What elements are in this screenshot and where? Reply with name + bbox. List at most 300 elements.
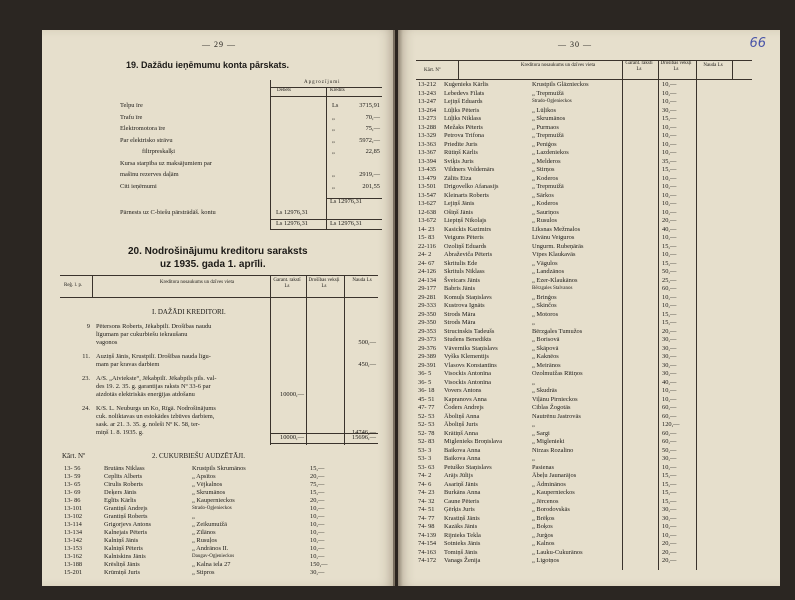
- grower-name: Vanags Ženija: [444, 557, 481, 564]
- rule: [416, 60, 752, 61]
- creditor-description-line: Auziņš Jānis, Krustpilī. Drošības nauda līgu-: [96, 353, 211, 360]
- grower-card-number: 53- 3: [418, 446, 432, 454]
- grower-place: „ Koderos: [532, 174, 559, 182]
- grower-name: Zālīts Eiza: [444, 174, 472, 182]
- grower-place: Krustpils Skrumānos: [192, 465, 246, 472]
- grower-name: Lejiņš Eduards: [444, 98, 483, 105]
- account-row-label: Trafu īre: [120, 113, 143, 121]
- grower-card-number: 29-350: [418, 310, 437, 318]
- grower-place: „ Lazdeniekos: [532, 149, 569, 156]
- grower-card-number: 53- 63: [418, 463, 435, 471]
- grower-name: Ģērķis Juris: [444, 506, 475, 513]
- grower-name: Studens Benedikts: [444, 336, 492, 343]
- grower-name: Lūļiks Pēteris: [444, 106, 480, 114]
- grower-security: 150,—: [310, 561, 328, 568]
- grower-card-number: 74-139: [418, 531, 437, 539]
- grower-card-number: 13-672: [418, 217, 437, 224]
- grower-card-number: 29-389: [418, 353, 437, 360]
- grower-security: 15,—: [662, 489, 677, 496]
- grower-name: Krēsliņš Jānis: [104, 561, 140, 568]
- grower-place: „ Sārkos: [532, 191, 554, 199]
- grower-security: 10,—: [662, 98, 677, 105]
- final-debet: Ls 12976,31: [276, 220, 308, 227]
- grower-place: „ Stipros: [192, 569, 215, 576]
- grower-card-number: 74-163: [418, 548, 437, 556]
- creditor-cash: 14746,—: [352, 429, 376, 436]
- grower-place: „ Kaupernieckos: [532, 489, 575, 496]
- grower-place: „: [532, 378, 535, 386]
- grower-card-number: 52- 78: [418, 429, 435, 437]
- grower-card-number: 13-627: [418, 200, 437, 207]
- section-1-title: I. DAŽĀDI KREDITORI.: [152, 308, 226, 316]
- grower-name: Vovers Antons: [444, 387, 482, 394]
- grower-security: 120,—: [662, 421, 680, 428]
- grower-place: „ Apsītos: [192, 473, 216, 480]
- rule: [270, 275, 271, 445]
- account-row-value: 2919,—: [359, 171, 380, 178]
- rule: [270, 229, 382, 230]
- grower-card-number: 13-363: [418, 140, 437, 148]
- account-row-value: 22,85: [365, 148, 380, 155]
- grower-name: Veiguns Pēteris: [444, 234, 484, 241]
- col-reg: Reģ. l. p.: [64, 283, 83, 288]
- grower-name: Krastiņš Jānis: [444, 514, 480, 522]
- grower-card-number: 74- 77: [418, 514, 435, 522]
- account-row-prefix: Ls: [332, 102, 339, 109]
- grower-name: Visockis Antonīna: [444, 370, 492, 377]
- grower-card-number: 74-172: [418, 557, 437, 564]
- grower-card-number: 13- 65: [64, 481, 81, 488]
- grower-security: 30,—: [662, 106, 677, 114]
- grower-card-number: 29-376: [418, 344, 437, 352]
- grower-card-number: 13- 86: [64, 497, 81, 504]
- grower-place: „ Lauku-Cukurānos: [532, 548, 583, 556]
- creditor-cash: 450,—: [358, 361, 376, 368]
- grower-security: 15,—: [310, 489, 325, 496]
- creditor-cash: 500,—: [358, 339, 376, 346]
- grower-name: Rijnieks Tekla: [444, 531, 481, 539]
- grower-card-number: 13-501: [418, 183, 437, 190]
- grower-name: Grantiņš Andrejs: [104, 505, 148, 512]
- grower-place: „ Rusulos: [532, 217, 558, 224]
- grower-security: 10,—: [310, 521, 325, 528]
- grower-place: „ Lūļikos: [532, 106, 556, 114]
- rule: [270, 80, 271, 230]
- grower-security: 10,—: [310, 545, 325, 552]
- transfer-value: Ls 12976,31: [276, 209, 308, 216]
- grower-card-number: 24-134: [418, 276, 437, 284]
- creditor-description-line: vagonos: [96, 339, 118, 346]
- creditor-reg-number: 9: [86, 323, 90, 330]
- grower-name: Āboliņš Anna: [444, 412, 480, 420]
- rule: [60, 297, 378, 298]
- grower-place: „ Vējkalnos: [192, 481, 223, 488]
- grower-security: 10,—: [662, 123, 677, 131]
- grower-security: 15,—: [662, 259, 677, 267]
- grower-card-number: 29-333: [418, 302, 437, 309]
- turnover-header: Apgrozījumi: [304, 80, 341, 85]
- grower-card-number: 24- 67: [418, 259, 435, 267]
- grower-card-number: 74- 32: [418, 497, 435, 505]
- grower-security: 40,—: [662, 378, 677, 386]
- grower-place: „: [192, 513, 195, 520]
- grower-place: „ Trepmuižā: [532, 132, 564, 139]
- grower-place: „ Skudrās: [532, 387, 558, 394]
- grower-name: Kalniņš Jānis: [104, 537, 139, 544]
- grower-card-number: 13- 69: [64, 489, 81, 496]
- grower-card-number: 13-142: [64, 537, 83, 544]
- grower-place: „ Kaupernieckos: [192, 497, 235, 504]
- grower-card-number: 13-247: [418, 98, 437, 105]
- grower-name: Krātiņš Anna: [444, 429, 478, 437]
- grower-security: 75,—: [310, 481, 325, 488]
- page-number: — 29 —: [202, 40, 236, 49]
- col-creditor: Kreditora nosaukums un dzīves vieta: [159, 280, 235, 285]
- grower-place: Pasienas: [532, 463, 555, 471]
- grower-security: 10,—: [662, 463, 677, 471]
- col-cash: Nauda Ls: [703, 63, 723, 68]
- grower-card-number: 24-126: [418, 268, 437, 275]
- creditor-description-line: miņš 1. 8. 1935. g.: [96, 429, 144, 436]
- grower-security: 30,—: [662, 353, 677, 360]
- grower-place: „ Trepmuižā: [532, 89, 564, 97]
- grower-place: „ Skrumānos: [532, 115, 566, 122]
- grower-security: 10,—: [662, 132, 677, 139]
- grower-security: 10,—: [662, 395, 677, 403]
- grower-name: Šveicars Jānis: [444, 276, 481, 284]
- grower-place: „ Sauriņos: [532, 208, 559, 216]
- grower-name: Kuģenieks Kārlis: [444, 81, 489, 88]
- rule: [732, 60, 733, 79]
- grower-place: „ Skrumānos: [192, 489, 226, 496]
- rule: [696, 60, 697, 570]
- grower-security: 60,—: [662, 438, 677, 445]
- grower-name: Caune Pēteris: [444, 497, 480, 505]
- grower-name: Visockis Antonīna: [444, 378, 492, 386]
- grower-security: 25,—: [662, 276, 677, 284]
- grower-card-number: 14- 23: [418, 225, 435, 233]
- page-number: — 30 —: [558, 40, 592, 49]
- grower-place: Nirzas Rozalino: [532, 446, 574, 454]
- grower-name: Komuļs Staņislavs: [444, 293, 492, 301]
- grower-place: „ Kalna iela 27: [192, 561, 231, 568]
- account-row-value: 201,55: [362, 182, 380, 190]
- rule: [658, 60, 659, 570]
- grower-place: „ Motoros: [532, 310, 559, 318]
- grower-security: 60,—: [662, 285, 677, 292]
- rule: [60, 275, 378, 276]
- grower-place: „ Meirānos: [532, 361, 561, 369]
- account-row-prefix: „: [332, 136, 335, 144]
- grower-security: 20,—: [662, 217, 677, 224]
- grower-security: 10,—: [662, 183, 677, 190]
- grower-card-number: 74- 23: [418, 489, 435, 496]
- grower-place: Strado-Ogļenieckos: [532, 99, 572, 104]
- grower-card-number: 36- 5: [418, 378, 432, 386]
- grower-security: 10,—: [662, 251, 677, 258]
- grower-name: Kalniņš Pēteris: [104, 545, 143, 552]
- grower-security: 60,—: [662, 404, 677, 411]
- grower-security: 60,—: [662, 429, 677, 437]
- grower-card-number: 24- 2: [418, 251, 432, 258]
- book-gutter: [393, 30, 403, 586]
- grower-security: 10,—: [310, 529, 325, 536]
- grower-card-number: 52- 83: [418, 438, 435, 445]
- grower-name: Vāverniks Staņislavs: [444, 344, 498, 352]
- grower-place: Ciblas Žogotās: [532, 404, 571, 411]
- account-row-label: Elektromotora īre: [120, 125, 166, 132]
- grower-place: „ Ādminānos: [532, 480, 566, 488]
- grower-card-number: 47- 77: [418, 404, 435, 411]
- grower-place: Viļānu Pirnieckos: [532, 395, 578, 403]
- grower-name: Kazāks Jānis: [444, 523, 478, 530]
- grower-place: „: [532, 319, 535, 326]
- grower-name: Kalnejais Pēteris: [104, 529, 148, 536]
- grower-card-number: 36- 18: [418, 387, 435, 394]
- col-garant: Garant. rakstī Ls: [273, 278, 301, 289]
- grower-security: 30,—: [662, 370, 677, 377]
- grower-security: 30,—: [662, 506, 677, 513]
- grower-security: 10,—: [662, 174, 677, 182]
- grower-place: „ Boķos: [532, 523, 553, 530]
- grower-place: Ozolmuižas Rītiņos: [532, 370, 583, 377]
- grower-name: Čoders Andrejs: [444, 404, 484, 411]
- creditor-reg-number: 23.: [82, 375, 90, 382]
- grower-security: 30,—: [662, 514, 677, 522]
- final-kredit: Ls 12976,31: [330, 220, 362, 227]
- grower-card-number: 13-162: [64, 553, 83, 560]
- creditor-description-line: aizdotās elektriskās enerģijas atdošanu: [96, 391, 195, 398]
- grower-place: „ Stirņos: [532, 166, 555, 173]
- grower-name: Cīrulis Roberts: [104, 481, 143, 488]
- grower-place: „ Melderos: [532, 157, 561, 165]
- right-page: [398, 30, 780, 586]
- grower-name: Lejiņš Jānis: [444, 200, 475, 207]
- grower-security: 20,—: [662, 557, 677, 564]
- grower-place: „ Jērcenos: [532, 497, 559, 505]
- grower-security: 30,—: [662, 336, 677, 343]
- grower-security: 20,—: [662, 327, 677, 335]
- grower-place: Krustpils Glāznieckos: [532, 81, 589, 88]
- grower-security: 10,—: [662, 234, 677, 241]
- grower-security: 30,—: [310, 569, 325, 576]
- grower-name: Ceplīts Alberts: [104, 473, 143, 480]
- grower-place: Ābeļu Jaunarājos: [532, 472, 577, 479]
- grower-name: Baikova Anna: [444, 455, 481, 462]
- grower-place: Bērzgales Stalvanos: [532, 286, 573, 291]
- grower-card-number: 13-102: [64, 513, 83, 520]
- grower-name: Priedīte Juris: [444, 140, 478, 148]
- col-security: Drošības veksļi Ls: [660, 61, 692, 72]
- grower-security: 40,—: [662, 225, 677, 233]
- grower-name: Vildners Voldemārs: [444, 166, 495, 173]
- grower-card-number: 53- 3: [418, 455, 432, 462]
- grower-card-number: 13-367: [418, 149, 437, 156]
- col-card: Kārt. Nº: [424, 68, 441, 73]
- grower-card-number: 45- 51: [418, 395, 435, 403]
- grower-card-number: 29-353: [418, 327, 437, 335]
- grower-name: Kleinarts Roberts: [444, 191, 489, 199]
- grower-card-number: 52- 53: [418, 412, 435, 420]
- grower-name: Deķers Jānis: [104, 489, 137, 496]
- grower-name: Lūļiks Niklass: [444, 115, 482, 122]
- grower-place: „ Skinčos: [532, 302, 557, 309]
- grower-name: Burkāns Anna: [444, 489, 481, 496]
- grower-security: 15,—: [662, 472, 677, 479]
- account-row-label: Telpu īre: [120, 102, 143, 109]
- grower-place: Strado-Ogļenieckos: [192, 506, 232, 511]
- section-1-total-garant: 10000,—: [280, 434, 304, 441]
- grower-card-number: 13-288: [418, 123, 437, 131]
- grower-card-number: 74- 2: [418, 472, 432, 479]
- grower-security: 10,—: [662, 208, 677, 216]
- grower-security: 10,—: [310, 553, 325, 560]
- grower-security: 15,—: [662, 166, 677, 173]
- grower-security: 10,—: [662, 523, 677, 530]
- left-page: [42, 30, 395, 586]
- grower-place: „ Kaknēos: [532, 353, 559, 360]
- grower-name: Skrituls Niklass: [444, 268, 485, 275]
- creditor-description-line: A/S. „Aiviekste“, Jēkabpilī. Jēkabpils pils. val-: [96, 375, 217, 382]
- grower-name: Miglenieks Broņislava: [444, 438, 503, 445]
- grower-card-number: 13-153: [64, 545, 83, 552]
- grower-place: „ Zīlānos: [192, 529, 216, 536]
- grower-name: Eglīts Kārlis: [104, 497, 137, 504]
- rule: [92, 275, 93, 297]
- grower-name: Sviķis Juris: [444, 157, 474, 165]
- grower-name: Brutāns Niklass: [104, 465, 145, 472]
- grower-card-number: 15-201: [64, 569, 83, 576]
- grower-name: Vyšks Klementijs: [444, 353, 489, 360]
- grower-place: „ Koderos: [532, 200, 559, 207]
- creditor-description-line: sask. ar 21. 3. 35. g. noleši Nº K. 58, ter-: [96, 421, 200, 428]
- grower-name: Liepiņš Nikolajs: [444, 217, 487, 224]
- grower-place: Ungurm. Rubeņārās: [532, 242, 584, 250]
- account-row-label: Citi ieņēmumi: [120, 182, 157, 190]
- section-2-title: 2. CUKURBIEŠU AUDZĒTĀJI.: [152, 452, 245, 460]
- grower-place: „ Borodovskās: [532, 506, 570, 513]
- grower-card-number: 12-638: [418, 208, 437, 216]
- grower-name: Ozoliņš Eduards: [444, 242, 487, 250]
- grower-security: 60,—: [662, 412, 677, 420]
- grower-card-number: 13-329: [418, 132, 437, 139]
- grower-place: Līvānu Veiguros: [532, 234, 575, 241]
- creditor-description-line: K/S. L. Neuburgs un Ko, Rīgā. Nodrošinājums: [96, 405, 216, 412]
- grower-security: 10,—: [662, 387, 677, 394]
- creditor-description-line: des 19. 2. 35. g. garantijas raksts Nº 33-6 par: [96, 383, 211, 390]
- rule: [270, 443, 378, 444]
- grower-security: 30,—: [662, 455, 677, 462]
- account-total: Ls 12976,31: [330, 198, 362, 205]
- grower-card-number: 13-188: [64, 561, 83, 568]
- grower-name: Kapranovs Anna: [444, 395, 487, 403]
- grower-security: 30,—: [662, 344, 677, 352]
- grower-name: Babris Jānis: [444, 285, 476, 292]
- grower-security: 30,—: [662, 361, 677, 369]
- creditor-guarantee: 10000,—: [280, 391, 304, 398]
- grower-security: 15,—: [662, 310, 677, 318]
- grower-security: 10,—: [310, 505, 325, 512]
- grower-card-number: 36- 5: [418, 370, 432, 377]
- grower-card-number: 13-394: [418, 157, 437, 165]
- grower-card-number: 13-547: [418, 191, 437, 199]
- grower-name: Kasickis Kazimirs: [444, 225, 492, 233]
- grower-card-number: 13-435: [418, 166, 437, 173]
- grower-name: Petrova Trifona: [444, 132, 484, 139]
- grower-security: 10,—: [662, 191, 677, 199]
- account-row-prefix: „: [332, 182, 335, 190]
- grower-place: „ Brēķos: [532, 514, 555, 522]
- col-creditor: Kreditora nosaukums un dzīves vieta: [520, 63, 596, 68]
- grower-security: 10,—: [662, 81, 677, 88]
- grower-place: „ Purmaos: [532, 123, 559, 131]
- grower-place: „ Borisovā: [532, 336, 560, 343]
- grower-name: Arājs Jūlijs: [444, 472, 473, 479]
- grower-place: Bērzgales Tumužos: [532, 327, 583, 335]
- grower-name: Abraževiča Pēteris: [444, 251, 493, 258]
- grower-name: Kalniskins Jānis: [104, 553, 146, 560]
- grower-name: Ošiņš Jānis: [444, 208, 473, 216]
- grower-name: Āboliņš Juris: [444, 421, 478, 428]
- grower-place: „ Rusuļos: [192, 537, 218, 544]
- grower-place: „: [532, 455, 535, 462]
- grower-card-number: 13-479: [418, 174, 437, 182]
- rule: [326, 87, 327, 230]
- rule: [344, 275, 345, 445]
- grower-card-number: 13-273: [418, 115, 437, 122]
- grower-security: 15,—: [662, 480, 677, 488]
- grower-security: 10,—: [310, 513, 325, 520]
- grower-place: Līksnas Mežmalos: [532, 225, 581, 233]
- col-cash: Nauda Ls: [352, 278, 372, 283]
- grower-card-number: 13-134: [64, 529, 83, 536]
- rule: [458, 60, 459, 79]
- grower-name: Baikova Anna: [444, 446, 481, 454]
- creditor-description-line: līgumam par cukurbiešu iekraušanu: [96, 331, 188, 338]
- rule: [416, 79, 752, 80]
- grower-security: 20,—: [310, 473, 325, 480]
- account-row-value: 3715,91: [359, 102, 380, 109]
- grower-place: Nautrēnu Jastrovās: [532, 412, 581, 420]
- grower-card-number: 22-116: [418, 242, 436, 250]
- transfer-label: Pārnests uz C-biešu pārstrādāš. kontu: [120, 209, 216, 216]
- grower-place: „ Landzānos: [532, 268, 565, 275]
- grower-place: „ Miglenieki: [532, 438, 565, 445]
- creditor-description-line: Pētersons Roberts, Jēkabpilī. Drošības naudu: [96, 323, 212, 330]
- grower-security: 50,—: [662, 268, 677, 275]
- grower-card-number: 52- 53: [418, 421, 435, 428]
- grower-place: „ Jurģos: [532, 531, 554, 539]
- grower-place: „: [532, 421, 535, 428]
- grower-card-number: 74- 51: [418, 506, 435, 513]
- grower-security: 10,—: [662, 302, 677, 309]
- grower-name: Grigorjevs Antons: [104, 521, 152, 528]
- grower-security: 10,—: [310, 537, 325, 544]
- grower-security: 15,—: [662, 115, 677, 122]
- grower-name: Mežaks Pēteris: [444, 123, 483, 131]
- grower-security: 10,—: [662, 89, 677, 97]
- grower-card-number: 13-101: [64, 505, 83, 512]
- grower-security: 20,—: [310, 497, 325, 504]
- card-number-label: Kārt. Nº: [62, 452, 86, 460]
- grower-name: Skritulis Ede: [444, 259, 478, 267]
- grower-name: Sotnieks Jānis: [444, 540, 481, 547]
- grower-card-number: 13- 56: [64, 465, 81, 472]
- grower-card-number: 29-350: [418, 319, 437, 326]
- grower-name: Krūmiņš Juris: [104, 569, 141, 576]
- account-row-label: Kursa starpība uz maksājumiem par: [120, 159, 212, 167]
- grower-card-number: 13-114: [64, 521, 82, 528]
